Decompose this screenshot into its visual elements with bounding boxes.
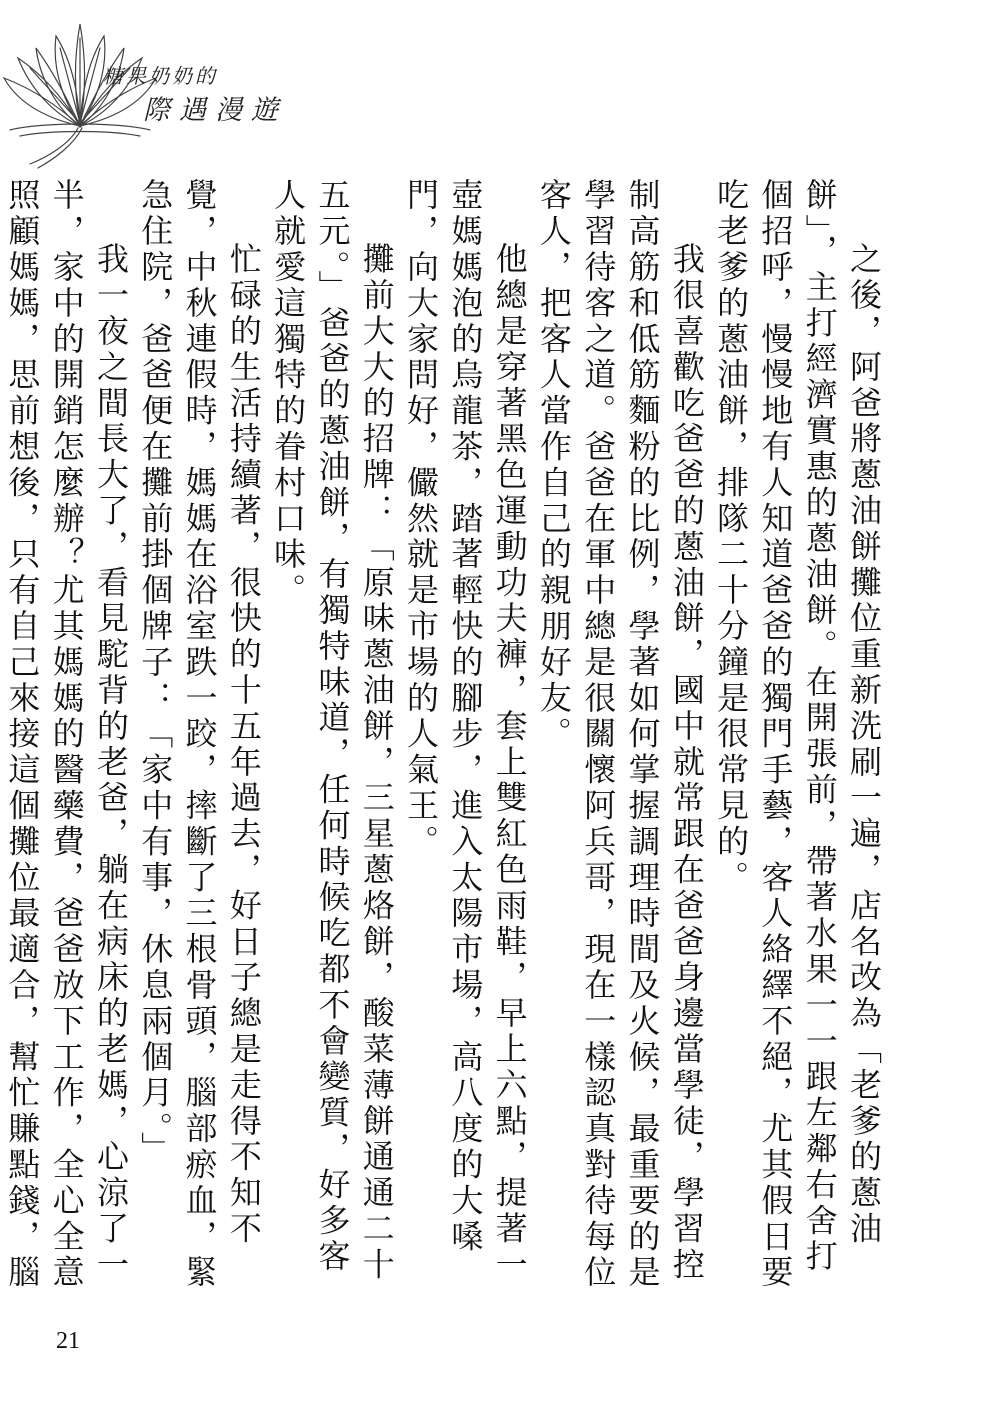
- book-title-line2: 際遇漫遊: [143, 95, 287, 126]
- paragraph: 攤前大大的招牌：「原味蔥油餅，三星蔥烙餅，酸菜薄餅通通二十五元。」爸爸的蔥油餅，有獨特味道，任何時候吃都不會變質，好多客人就愛這獨特的眷村口味。: [269, 178, 396, 1284]
- lotus-icon: [0, 18, 160, 168]
- paragraph: 之後，阿爸將蔥油餅攤位重新洗刷一遍，店名改為「老爹的蔥油餅」，主打經濟實惠的蔥油餅。在開張前，帶著水果一一跟左鄰右舍打個招呼，慢慢地有人知道爸爸的獨門手藝，客人絡繹不絕，尤其假日要吃老爹的蔥油餅，排隊二十分鐘是很常見的。: [712, 178, 883, 1291]
- paragraph: 我很喜歡吃爸爸的蔥油餅，國中就常跟在爸爸身邊當學徒，學習控制高筋和低筋麵粉的比例，學著如何掌握調理時間及火候，最重要的是學習待客之道。爸爸在軍中總是很關懷阿兵哥，現在一樣認真對待每位客人，把客人當作自己的親朋好友。: [534, 178, 706, 1291]
- paragraph: 忙碌的生活持續著，很快的十五年過去，好日子總是走得不知不覺，中秋連假時，媽媽在浴室跌一跤，摔斷了三根骨頭，腦部瘀血，緊急住院，爸爸便在攤前掛個牌子：「家中有事，休息兩個月。」: [136, 178, 263, 1291]
- book-title-line1: 糖果奶奶的: [103, 64, 218, 88]
- page-number: 21: [56, 1328, 80, 1354]
- vertical-body-text: [3, 178, 886, 1303]
- paragraph: 我一夜之間長大了，看見駝背的老爸，躺在病床的老媽，心涼了一半，家中的開銷怎麼辦？尤其媽媽的醫藥費，爸爸放下工作，全心全意照顧媽媽，思前想後，只有自己來接這個攤位最適合，幫忙賺點錢，腦: [3, 178, 130, 1291]
- paragraph: 他總是穿著黑色運動功夫褲，套上雙紅色雨鞋，早上六點，提著一壺媽媽泡的烏龍茶，踏著輕快的腳步，進入太陽市場，高八度的大嗓門，向大家問好，儼然就是市場的人氣王。: [402, 178, 529, 1284]
